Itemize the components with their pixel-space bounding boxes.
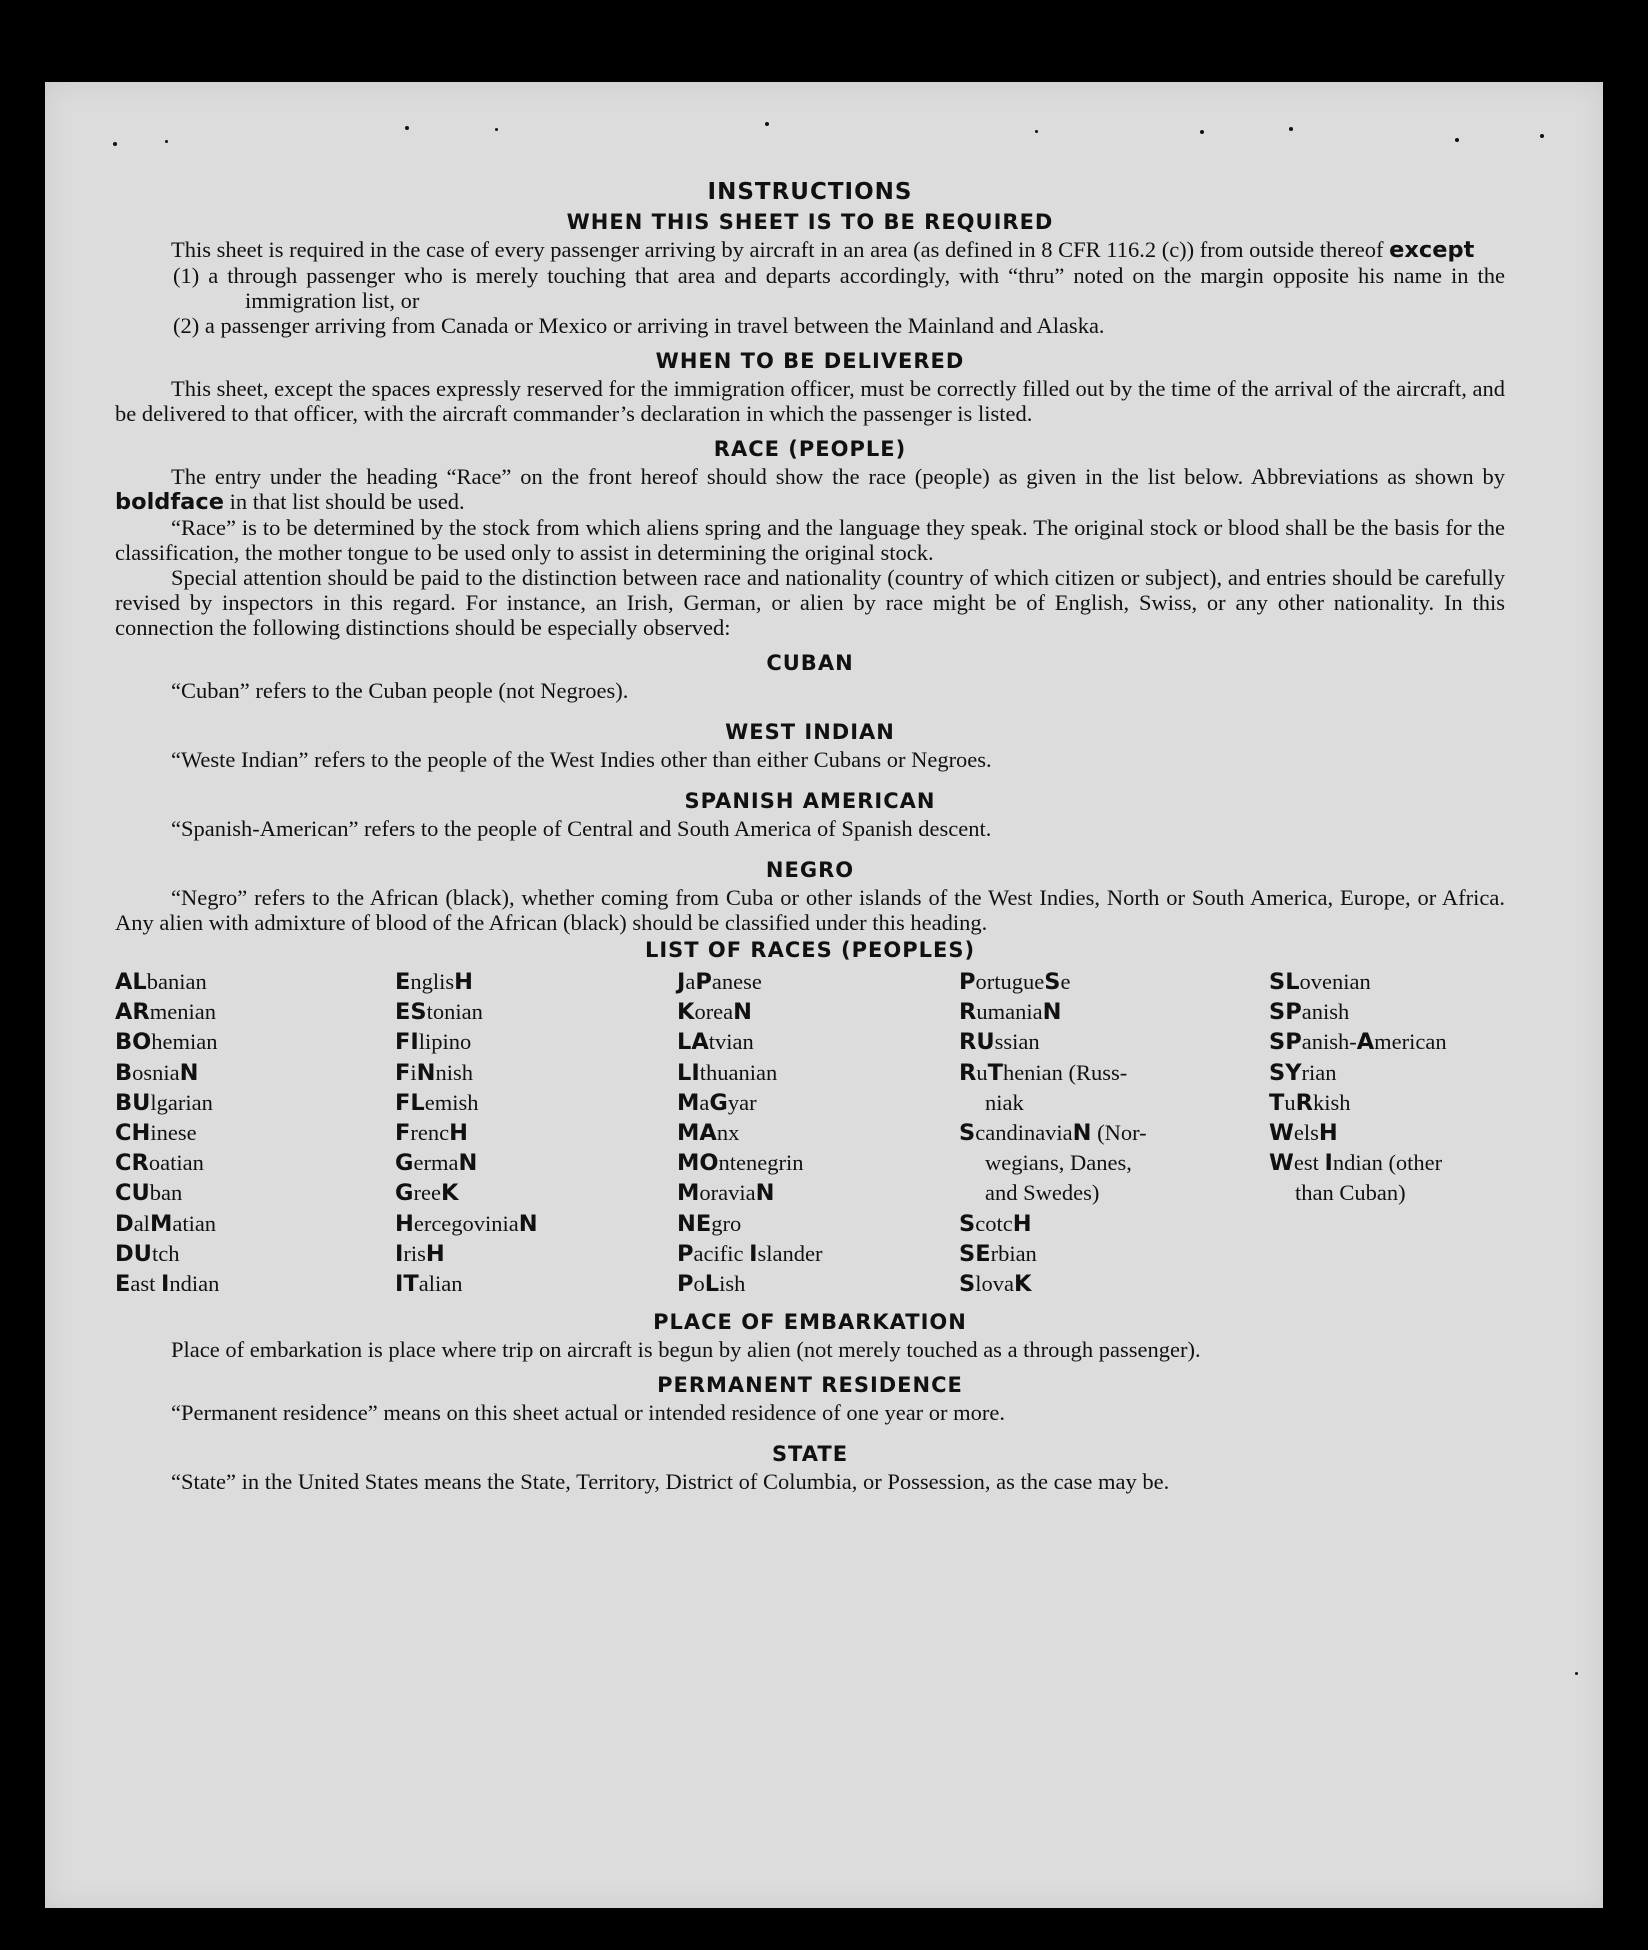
races-column — [1269, 967, 1505, 1299]
race-entry — [959, 1088, 1269, 1118]
race-p1-a: The entry under the heading “Race” on the front hereof should show the race (people) as given in the list below. Abbreviations as shown by — [171, 464, 1505, 489]
race-entry — [395, 1239, 677, 1269]
race-abbrev: P — [959, 969, 976, 995]
race-entry — [1269, 1148, 1505, 1178]
race-entry — [115, 967, 395, 997]
race-text: ree — [413, 1180, 441, 1206]
race-text: renc — [410, 1120, 450, 1146]
race-entry — [115, 1088, 395, 1118]
race-entry — [959, 1058, 1269, 1088]
ink-speck — [1035, 130, 1038, 133]
race-entry — [115, 1058, 395, 1088]
race-entry — [395, 1269, 677, 1299]
races-list — [115, 967, 1505, 1299]
race-abbrev: MO — [677, 1150, 719, 1177]
race-entry — [677, 1178, 959, 1208]
race-abbrev: G — [395, 1180, 414, 1207]
page-title: INSTRUCTIONS — [707, 179, 913, 205]
race-abbrev: H — [1012, 1210, 1032, 1237]
cuban-text: “Cuban” refers to the Cuban people (not Negroes). — [171, 678, 629, 703]
heading-permanent-residence: PERMANENT RESIDENCE — [657, 1373, 963, 1398]
race-abbrev: M — [677, 1089, 700, 1116]
race-abbrev: R — [1295, 1089, 1313, 1116]
race-text: anish — [1301, 999, 1350, 1025]
race-text: u — [1284, 1089, 1296, 1115]
race-text: tch — [151, 1240, 180, 1266]
race-text: oatian — [148, 1150, 204, 1176]
race-abbrev: H — [395, 1210, 414, 1237]
race-text: wegians, Danes, — [985, 1150, 1132, 1176]
race-entry — [677, 997, 959, 1027]
race-text: emish — [424, 1089, 479, 1115]
races-column — [677, 967, 959, 1299]
race-abbrev: AL — [115, 969, 147, 995]
race-abbrev: H — [425, 1240, 445, 1267]
race-abbrev: K — [677, 999, 695, 1026]
race-abbrev: H — [449, 1120, 468, 1147]
race-entry — [395, 1058, 677, 1088]
residence-text: “Permanent residence” means on this sheet actual or intended residence of one year or more. — [171, 1400, 1006, 1426]
race-text: menian — [149, 999, 216, 1025]
race-abbrev: D — [115, 1210, 134, 1237]
race-entry — [677, 1027, 959, 1057]
race-text: ban — [149, 1180, 183, 1206]
race-text: merican — [1374, 1029, 1447, 1055]
race-abbrev: CR — [115, 1150, 149, 1177]
race-abbrev: IT — [395, 1271, 419, 1298]
ink-speck — [1455, 138, 1459, 142]
race-text: e — [1060, 969, 1071, 994]
race-abbrev: M — [149, 1210, 173, 1237]
ink-speck — [1575, 1672, 1578, 1675]
race-abbrev: I — [161, 1271, 170, 1298]
race-entry — [959, 1148, 1269, 1178]
race-entry — [959, 1269, 1269, 1299]
race-text: erma — [413, 1150, 459, 1176]
heading-list-of-races: LIST OF RACES (PEOPLES) — [644, 938, 976, 962]
race-abbrev: E — [115, 1271, 131, 1298]
ink-speck — [1540, 134, 1544, 138]
race-text: nish — [435, 1059, 473, 1085]
ink-speck — [405, 126, 409, 130]
race-abbrev: P — [677, 1271, 694, 1298]
race-abbrev: S — [1044, 969, 1061, 995]
race-text: and Swedes) — [985, 1180, 1100, 1206]
race-abbrev: ES — [395, 999, 427, 1026]
race-text: cotc — [975, 1210, 1013, 1236]
race-entry — [115, 1209, 395, 1239]
ink-speck — [495, 128, 498, 131]
race-entry — [677, 1118, 959, 1148]
race-text: kish — [1312, 1089, 1351, 1115]
negro-text: “Negro” refers to the African (black), whether coming from Cuba or other islands of the West Indies, North or South America, Europe, or Africa. Any alien with admixture of blood of the African (black) should be classified under this heading. — [115, 885, 1505, 935]
race-abbrev: AR — [115, 999, 150, 1026]
race-abbrev: BO — [115, 1029, 152, 1056]
race-abbrev: F — [395, 1120, 411, 1147]
race-abbrev: N — [1072, 1120, 1092, 1147]
race-abbrev: W — [1269, 1150, 1294, 1177]
race-entry — [1269, 1088, 1505, 1118]
embarkation-text: Place of embarkation is place where trip on aircraft is begun by alien (not merely touched as a through passenger). — [171, 1337, 1201, 1363]
race-abbrev: N — [458, 1150, 478, 1177]
race-entry — [115, 1178, 395, 1208]
race-text: candinavia — [975, 1120, 1073, 1146]
race-abbrev: W — [1269, 1120, 1294, 1147]
race-abbrev: NE — [677, 1210, 712, 1237]
boldface-word: boldface — [115, 489, 224, 515]
race-abbrev: F — [395, 1059, 411, 1086]
race-abbrev: RU — [959, 1029, 995, 1056]
race-paragraph-1 — [115, 464, 1505, 515]
race-text: (Nor- — [1091, 1120, 1147, 1146]
race-entry — [677, 1148, 959, 1178]
race-abbrev: T — [987, 1059, 1003, 1086]
race-abbrev: CH — [115, 1120, 151, 1147]
race-abbrev: MA — [677, 1120, 717, 1147]
race-entry — [677, 1269, 959, 1299]
race-abbrev: I — [1324, 1150, 1333, 1177]
state-text: “State” in the United States means the State, Territory, District of Columbia, or Possession, as the case may be. — [171, 1469, 1170, 1495]
race-entry — [395, 1209, 677, 1239]
race-text: alian — [418, 1271, 463, 1297]
race-abbrev: R — [959, 999, 977, 1026]
race-text: lgarian — [150, 1089, 213, 1115]
race-abbrev: SP — [1269, 999, 1302, 1026]
race-text: hemian — [151, 1029, 218, 1055]
race-entry — [1269, 1118, 1505, 1148]
race-text: a — [685, 969, 696, 994]
race-text: ssian — [994, 1029, 1040, 1055]
race-paragraph-2: “Race” is to be determined by the stock from which aliens spring and the language they speak. The original stock or blood shall be the basis for the classification, the mother tongue to be used only to assist in determining the original stock. — [115, 515, 1505, 565]
except-word: except — [1389, 237, 1475, 263]
race-text: tvian — [708, 1029, 754, 1055]
race-abbrev: L — [704, 1271, 720, 1298]
race-text: o — [693, 1271, 705, 1297]
race-entry — [395, 1178, 677, 1208]
race-text: ovenian — [1299, 969, 1371, 994]
race-abbrev: CU — [115, 1180, 150, 1207]
race-abbrev: N — [733, 999, 752, 1026]
race-abbrev: BU — [115, 1089, 151, 1116]
race-text: thuanian — [699, 1059, 778, 1085]
heading-spanish-american: SPANISH AMERICAN — [684, 789, 936, 813]
race-entry — [115, 1118, 395, 1148]
race-abbrev: K — [1013, 1271, 1032, 1298]
race-text: nx — [716, 1120, 740, 1146]
race-text: henian (Russ- — [1002, 1059, 1128, 1085]
race-entry — [677, 1209, 959, 1239]
heading-negro: NEGRO — [765, 858, 855, 882]
race-entry — [1269, 1058, 1505, 1088]
race-text: oravia — [699, 1180, 756, 1206]
race-text: i — [410, 1059, 417, 1085]
race-abbrev: H — [1318, 1120, 1338, 1147]
race-entry — [1269, 997, 1505, 1027]
race-text: atian — [172, 1210, 217, 1236]
race-entry — [959, 1209, 1269, 1239]
race-text: inese — [150, 1120, 197, 1146]
race-entry — [959, 1118, 1269, 1148]
ink-speck — [1289, 127, 1293, 131]
race-entry — [115, 1239, 395, 1269]
race-abbrev: DU — [115, 1240, 152, 1267]
race-abbrev: T — [1269, 1089, 1285, 1116]
race-abbrev: FI — [395, 1029, 419, 1056]
required-item-1: (1) a through passenger who is merely touching that area and departs accordingly, with “thru” noted on the margin opposite his name in the immigration list, or — [173, 263, 1505, 313]
race-abbrev: I — [395, 1240, 404, 1267]
race-text: anese — [711, 969, 762, 994]
race-abbrev: LI — [677, 1059, 700, 1086]
heading-when-delivered: WHEN TO BE DELIVERED — [655, 349, 965, 373]
race-entry — [1269, 1178, 1505, 1208]
race-entry — [115, 997, 395, 1027]
race-text: osnia — [132, 1059, 180, 1085]
race-entry — [395, 1088, 677, 1118]
race-text: est — [1293, 1150, 1325, 1176]
race-abbrev: J — [677, 969, 686, 995]
race-abbrev: S — [959, 1210, 976, 1237]
race-text: slander — [757, 1240, 823, 1266]
race-text: orea — [694, 999, 734, 1025]
race-abbrev: N — [518, 1210, 538, 1237]
race-entry — [677, 1239, 959, 1269]
heading-embarkation: PLACE OF EMBARKATION — [653, 1310, 967, 1335]
race-abbrev: FL — [395, 1089, 425, 1116]
race-abbrev: G — [709, 1089, 728, 1116]
race-text: ris — [403, 1240, 426, 1266]
race-abbrev: E — [395, 969, 411, 995]
west-indian-text: “Weste Indian” refers to the people of the West Indies other than either Cubans or Negroes. — [171, 747, 992, 772]
race-abbrev: N — [1042, 999, 1062, 1026]
race-text: gro — [711, 1210, 742, 1236]
race-entry — [395, 997, 677, 1027]
ink-speck — [165, 140, 168, 143]
ink-speck — [765, 122, 769, 126]
race-abbrev: B — [115, 1059, 133, 1086]
race-entry — [1269, 1027, 1505, 1057]
required-item-2: (2) a passenger arriving from Canada or Mexico or arriving in travel between the Mainland and Alaska. — [173, 313, 1105, 338]
race-text: rian — [1301, 1059, 1337, 1085]
heading-west-indian: WEST INDIAN — [725, 720, 895, 744]
race-abbrev: P — [695, 969, 712, 995]
race-text: yar — [727, 1089, 757, 1115]
instructions-content — [115, 177, 1505, 1494]
race-abbrev: M — [677, 1180, 700, 1207]
race-text: niak — [985, 1089, 1024, 1115]
race-text: acific — [693, 1240, 750, 1266]
ink-speck — [1200, 130, 1204, 134]
race-text: ercegovinia — [413, 1210, 519, 1236]
race-text: els — [1293, 1120, 1319, 1146]
race-text: lipino — [418, 1029, 472, 1055]
race-text: ndian — [169, 1271, 220, 1297]
races-column — [959, 967, 1269, 1299]
heading-state: STATE — [771, 1442, 849, 1467]
race-entry — [115, 1148, 395, 1178]
race-abbrev: S — [959, 1120, 976, 1147]
race-text: ish — [719, 1271, 746, 1297]
race-p1-b: in that list should be used. — [229, 489, 465, 514]
race-abbrev: P — [677, 1240, 694, 1267]
race-entry — [395, 1027, 677, 1057]
required-intro-text: This sheet is required in the case of every passenger arriving by aircraft in an area (as defined in 8 CFR 116.2 (c)) from outside thereof — [171, 237, 1384, 262]
race-abbrev: H — [454, 969, 473, 995]
race-entry — [959, 1239, 1269, 1269]
races-column — [115, 967, 395, 1299]
race-abbrev: SE — [959, 1240, 991, 1267]
race-entry — [395, 967, 677, 997]
races-column — [395, 967, 677, 1299]
race-abbrev: SL — [1269, 969, 1300, 995]
race-abbrev: K — [440, 1180, 459, 1207]
race-text: banian — [146, 969, 207, 994]
race-text: than Cuban) — [1295, 1180, 1406, 1206]
race-entry — [959, 997, 1269, 1027]
race-text: ntenegrin — [718, 1150, 804, 1176]
race-text: ortugue — [975, 969, 1045, 994]
race-text: u — [976, 1059, 988, 1085]
race-abbrev: N — [416, 1059, 436, 1086]
race-entry — [959, 1178, 1269, 1208]
race-entry — [115, 1269, 395, 1299]
race-entry — [677, 1088, 959, 1118]
race-abbrev: I — [749, 1240, 758, 1267]
required-intro — [115, 237, 1505, 263]
race-text: a — [699, 1089, 710, 1115]
race-text: rbian — [990, 1240, 1037, 1266]
spanish-american-text: “Spanish-American” refers to the people of Central and South America of Spanish descent. — [171, 816, 992, 841]
heading-cuban: CUBAN — [766, 651, 854, 675]
race-text: anish- — [1301, 1029, 1357, 1055]
race-entry — [395, 1118, 677, 1148]
race-abbrev: S — [959, 1271, 976, 1298]
race-abbrev: SP — [1269, 1029, 1302, 1056]
race-entry — [395, 1148, 677, 1178]
ink-speck — [113, 142, 117, 146]
race-entry — [115, 1027, 395, 1057]
race-abbrev: SY — [1269, 1059, 1302, 1086]
delivered-text: This sheet, except the spaces expressly reserved for the immigration officer, must be correctly filled out by the time of the arrival of the aircraft, and be delivered to that officer, with the aircraft commander’s declaration in which the passenger is listed. — [115, 376, 1505, 426]
race-entry — [959, 1027, 1269, 1057]
race-abbrev: R — [959, 1059, 977, 1086]
race-text: tonian — [426, 999, 483, 1025]
heading-when-required: WHEN THIS SHEET IS TO BE REQUIRED — [566, 210, 1054, 234]
race-text: lova — [975, 1271, 1014, 1297]
race-abbrev: G — [395, 1150, 414, 1177]
race-abbrev: A — [1356, 1029, 1375, 1056]
race-text: nglis — [410, 969, 455, 994]
race-entry — [959, 967, 1269, 997]
race-paragraph-3: Special attention should be paid to the distinction between race and nationality (country of which citizen or subject), and entries should be carefully revised by inspectors in this regard. For instance, an Irish, German, or alien by race might be of English, Swiss, or any other nationality. In this connection the following distinctions should be especially observed: — [115, 565, 1505, 640]
race-entry — [677, 1058, 959, 1088]
race-text: ndian (other — [1332, 1150, 1443, 1176]
race-abbrev: N — [179, 1059, 199, 1086]
race-text: ast — [130, 1271, 161, 1297]
race-entry — [677, 967, 959, 997]
race-abbrev: N — [755, 1180, 775, 1207]
race-text: al — [133, 1210, 150, 1236]
heading-race: RACE (PEOPLE) — [713, 437, 907, 461]
race-text: umania — [976, 999, 1043, 1025]
race-entry — [1269, 967, 1505, 997]
document-sheet — [45, 82, 1603, 1908]
race-abbrev: LA — [677, 1029, 709, 1056]
